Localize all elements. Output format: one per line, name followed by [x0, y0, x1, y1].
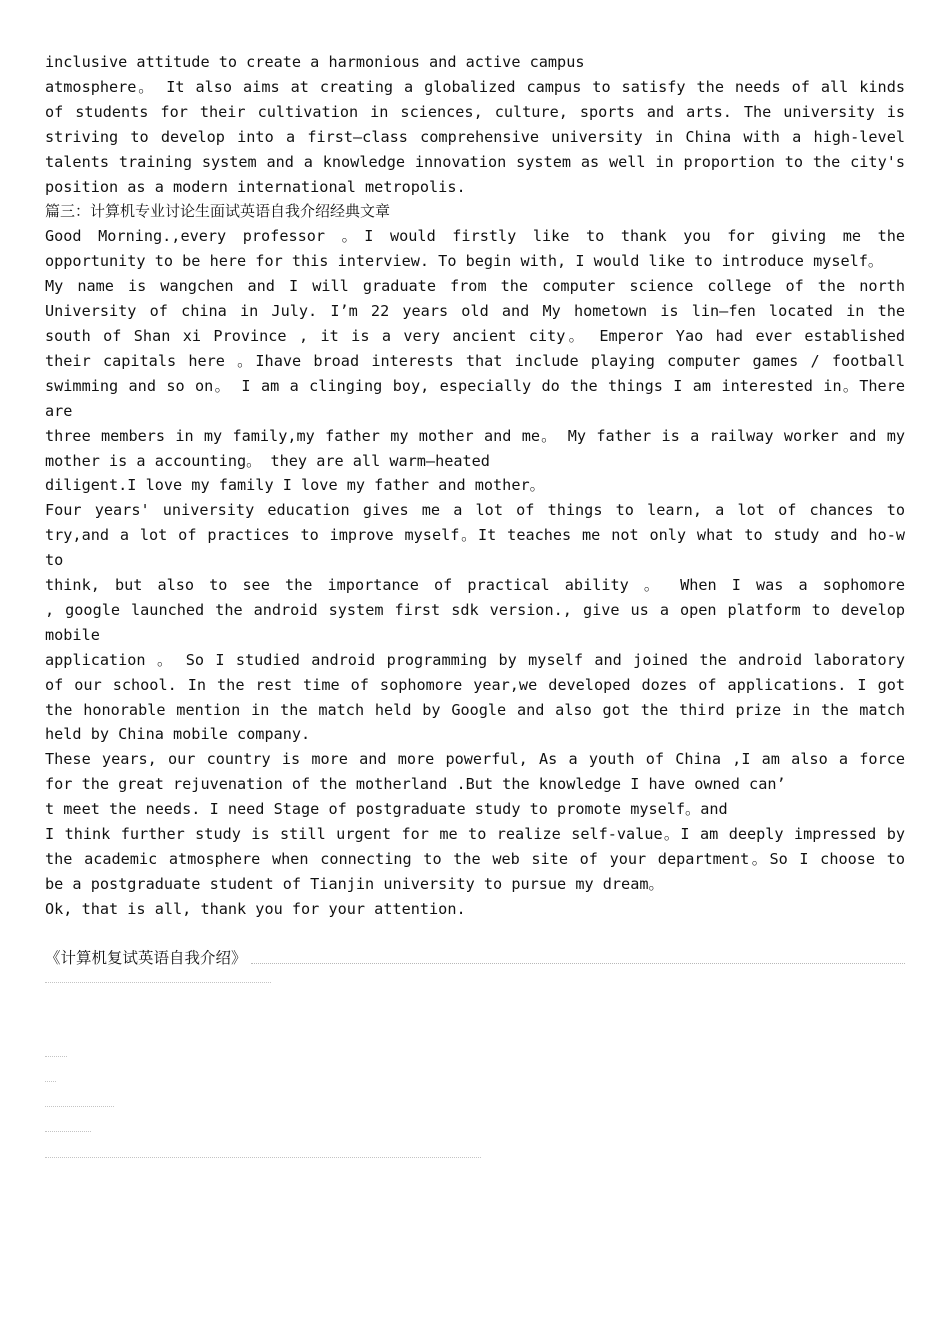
text-line: application 。 So I studied android programming by myself and joined the android laboratory: [45, 650, 905, 669]
text-line: Four years' university education gives me a lot of things to learn, a lot of chances to: [45, 501, 905, 520]
text-line: inclusive attitude to create a harmonious and active campus: [45, 53, 585, 71]
text-line: three members in my family,my father my mother and me。 My father is a railway worker and my: [45, 426, 905, 445]
text-line: mobile: [45, 625, 100, 644]
footer-title-rule: [251, 963, 905, 964]
text-line: atmosphere。 It also aims at creating a globalized campus to satisfy the needs of all kinds: [45, 77, 905, 96]
text-line: position as a modern international metropolis.: [45, 177, 466, 196]
text-line: are: [45, 401, 73, 420]
dotted-rule: [45, 1157, 481, 1158]
text-line: My name is wangchen and I will graduate from the computer science college of the north: [45, 277, 905, 296]
text-line: striving to develop into a first—class comprehensive university in China with a high-level: [45, 127, 905, 146]
text-line: try,and a lot of practices to improve myself。It teaches me not only what to study and ho-w: [45, 526, 905, 545]
text-line: south of Shan xi Province , it is a very ancient city。 Emperor Yao had ever established: [45, 326, 905, 345]
text-line: swimming and so on。 I am a clinging boy, especially do the things I am interested in。There: [45, 376, 905, 395]
dotted-rule: [45, 982, 271, 983]
text-line: University of china in July. I’m 22 years old and My hometown is lin—fen located in the: [45, 302, 905, 321]
text-line: opportunity to be here for this interview. To begin with, I would like to introduce myself。: [45, 252, 884, 271]
text-line: for the great rejuvenation of the motherland .But the knowledge I have owned can’: [45, 775, 786, 794]
dotted-rule: [45, 1081, 56, 1082]
text-line: held by China mobile company.: [45, 725, 311, 744]
document-body: [45, 50, 905, 922]
text-line: Good Morning.,every professor 。I would firstly like to thank you for giving me the: [45, 227, 905, 246]
text-line: of students for their cultivation in sciences, culture, sports and arts. The university is: [45, 102, 905, 121]
text-line: be a postgraduate student of Tianjin university to pursue my dream。: [45, 874, 664, 893]
text-line: I think further study is still urgent for me to realize self-value。I am deeply impressed by: [45, 825, 905, 844]
text-line: These years, our country is more and more powerful, As a youth of China ,I am also a force: [45, 750, 905, 769]
text-line: talents training system and a knowledge innovation system as well in proportion to the city's: [45, 152, 905, 171]
text-line: their capitals here 。Ihave broad interests that include playing computer games / football: [45, 351, 905, 370]
text-line: , google launched the android system first sdk version., give us a open platform to develop: [45, 600, 905, 619]
section-heading: 篇三：计算机专业讨论生面试英语自我介绍经典文章: [45, 202, 391, 221]
dotted-rule: [45, 1106, 114, 1107]
text-line: t meet the needs. I need Stage of postgraduate study to promote myself。and: [45, 800, 728, 819]
dotted-rule: [45, 1056, 67, 1057]
text-line: think, but also to see the importance of practical ability 。 When I was a sophomore: [45, 576, 905, 595]
dotted-rule: [45, 1131, 91, 1132]
text-line: to: [45, 551, 64, 570]
text-line: the honorable mention in the match held by Google and also got the third prize in the match: [45, 700, 905, 719]
text-line: diligent.I love my family I love my father and mother。: [45, 476, 545, 495]
text-line: mother is a accounting。 they are all warm—heated: [45, 451, 490, 470]
text-line: Ok, that is all, thank you for your attention.: [45, 899, 466, 918]
footer-title-text: 《计算机复试英语自我介绍》: [45, 949, 247, 967]
document-title-footer: [45, 944, 905, 970]
text-line: the academic atmosphere when connecting to the web site of your department。So I choose to: [45, 850, 905, 868]
text-line: of our school. In the rest time of sophomore year,we developed dozes of applications. I got: [45, 675, 905, 694]
